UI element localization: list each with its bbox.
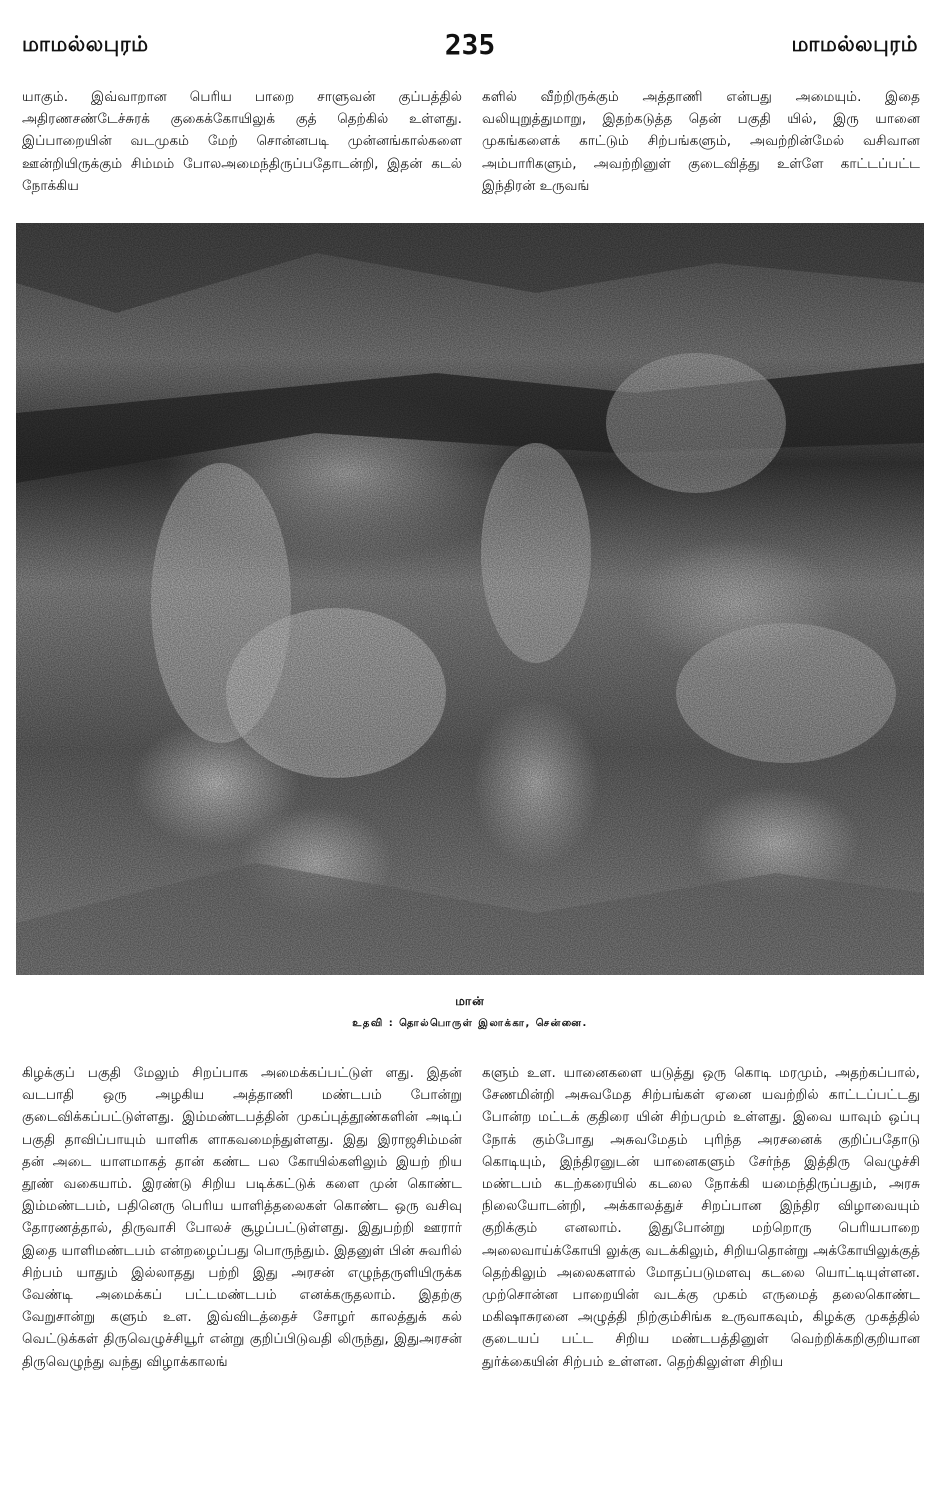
figure-credit: உதவி : தொல்பொருள் இலாக்கா, சென்னை. [352,1018,588,1029]
running-head-right: மாமல்லபுரம் [791,32,918,56]
page-header [22,28,918,64]
paragraph: யாகும். இவ்வாறான பெரிய பாறை சாளுவன் குப்பத்தில் அதிரணசண்டேச்சுரக் குகைக்கோயிலுக் குத் தெற்கில் உள்ளது. இப்பாறையின் வடமுகம் மேற் சொன்னபடி முன்னங்கால்களை ஊன்றியிருக்கும் சிம்மம் போலஅமைந்திருப்பதோடன்றி, இதன் கடல் நோக்கிய [22,89,462,194]
paragraph: கிழக்குப் பகுதி மேலும் சிறப்பாக அமைக்கப்பட்டுள் ளது. இதன் வடபாதி ஒரு அழகிய அத்தாணி மண்டபம் போன்று குடைவிக்கப்பட்டுள்ளது. இம்மண்டபத்தின் முகப்புத்தூண்களின் அடிப் பகுதி தாவிப்பாயும் யாளிக ளாகவமைந்துள்ளது. இது இராஜசிம்மன் தன் அடை யாளமாகத் தான் கண்ட பல கோயில்களிலும் இயற் றிய தூண் வகையாம். இரண்டு சிறிய படிக்கட்டுக் களை முன் கொண்ட இம்மண்டபம், பதினெரு பெரிய யாளித்தலைகள் கொண்ட ஒரு வசிவு தோரணத்தால், திருவாசி போலச் சூழப்பட்டுள்ளது. இதுபற்றி ஊரார் இதை யாளிமண்டபம் என்றழைப்பது பொருந்தும். இதனுள் பின் சுவரில் சிற்பம் யாதும் இல்லாதது பற்றி இது அரசன் எழுந்தருளியிருக்க வேண்டி அமைக்கப் பட்டமண்டபம் எனக்கருதலாம். இதற்கு வேறுசான்று களும் உள. இவ்விடத்தைச் சோழர் காலத்துக் கல் வெட்டுக்கள் திருவெழுச்சியூர் என்று குறிப்பிடுவதி லிருந்து, இதுஅரசன் திருவெழுந்து வந்து விழாக்காலங் [22,1065,462,1370]
photo-illustration [16,223,924,975]
running-head-left: மாமல்லபுரம் [22,32,149,56]
paragraph: களில் வீற்றிருக்கும் அத்தாணி என்பது அமையும். இதை வலியுறுத்துமாறு, இதற்கடுத்த தென் பகுதி யில், இரு யானை முகங்களைக் காட்டும் சிற்பங்களும், அவற்றின்மேல் வசிவான அம்பாரிகளும், அவற்றினுள் குடைவித்து உள்ளே காட்டப்பட்ட இந்திரன் உருவங் [482,89,920,194]
text-column-top-left [22,86,462,197]
text-column-bottom-left [22,1062,462,1373]
deer-sculpture-photo [16,223,924,975]
page-number: 235 [444,28,496,61]
paragraph: களும் உள. யானைகளை யடுத்து ஒரு கொடி மரமும், அதற்கப்பால், சேணமின்றி அசுவமேத சிற்பங்கள் ஏனை யவற்றில் காட்டப்பட்டது போன்ற மட்டக் குதிரை யின் சிற்பமும் உள்ளது. இவை யாவும் ஒப்பு நோக் கும்போது அசுவமேதம் புரிந்த அரசனைக் குறிப்பதோடு கொடியும், இந்திரனுடன் யானைகளும் சேர்ந்த இத்திரு வெழுச்சி மண்டபம் கடற்கரையில் கடலை நோக்கி யமைந்திருப்பதும், அரசு நிலையோடன்றி, அக்காலத்துச் சிறப்பான இந்திர விழாவையும் குறிக்கும் எனலாம். இதுபோன்று மற்றொரு பெரியபாறை அலைவாய்க்கோயி லுக்கு வடக்கிலும், சிறியதொன்று அக்கோயிலுக்குத் தெற்கிலும் அலைகளால் மோதப்படுமளவு கடலை யொட்டியுள்ளன. முற்சொன்ன பாறையின் வடக்கு முகம் எருமைத் தலைகொண்ட மகிஷாசுரனை அழுத்தி நிற்கும்சிங்க உருவாகவும், கிழக்கு முகத்தில் குடையப் பட்ட சிறிய மண்டபத்தினுள் வெற்றிக்கறிகுறியான துர்க்கையின் சிற்பம் உள்ளன. தெற்கிலுள்ள சிறிய [482,1065,920,1370]
text-column-bottom-right [482,1062,920,1373]
text-column-top-right [482,86,920,197]
figure-caption: மான் [455,994,485,1008]
